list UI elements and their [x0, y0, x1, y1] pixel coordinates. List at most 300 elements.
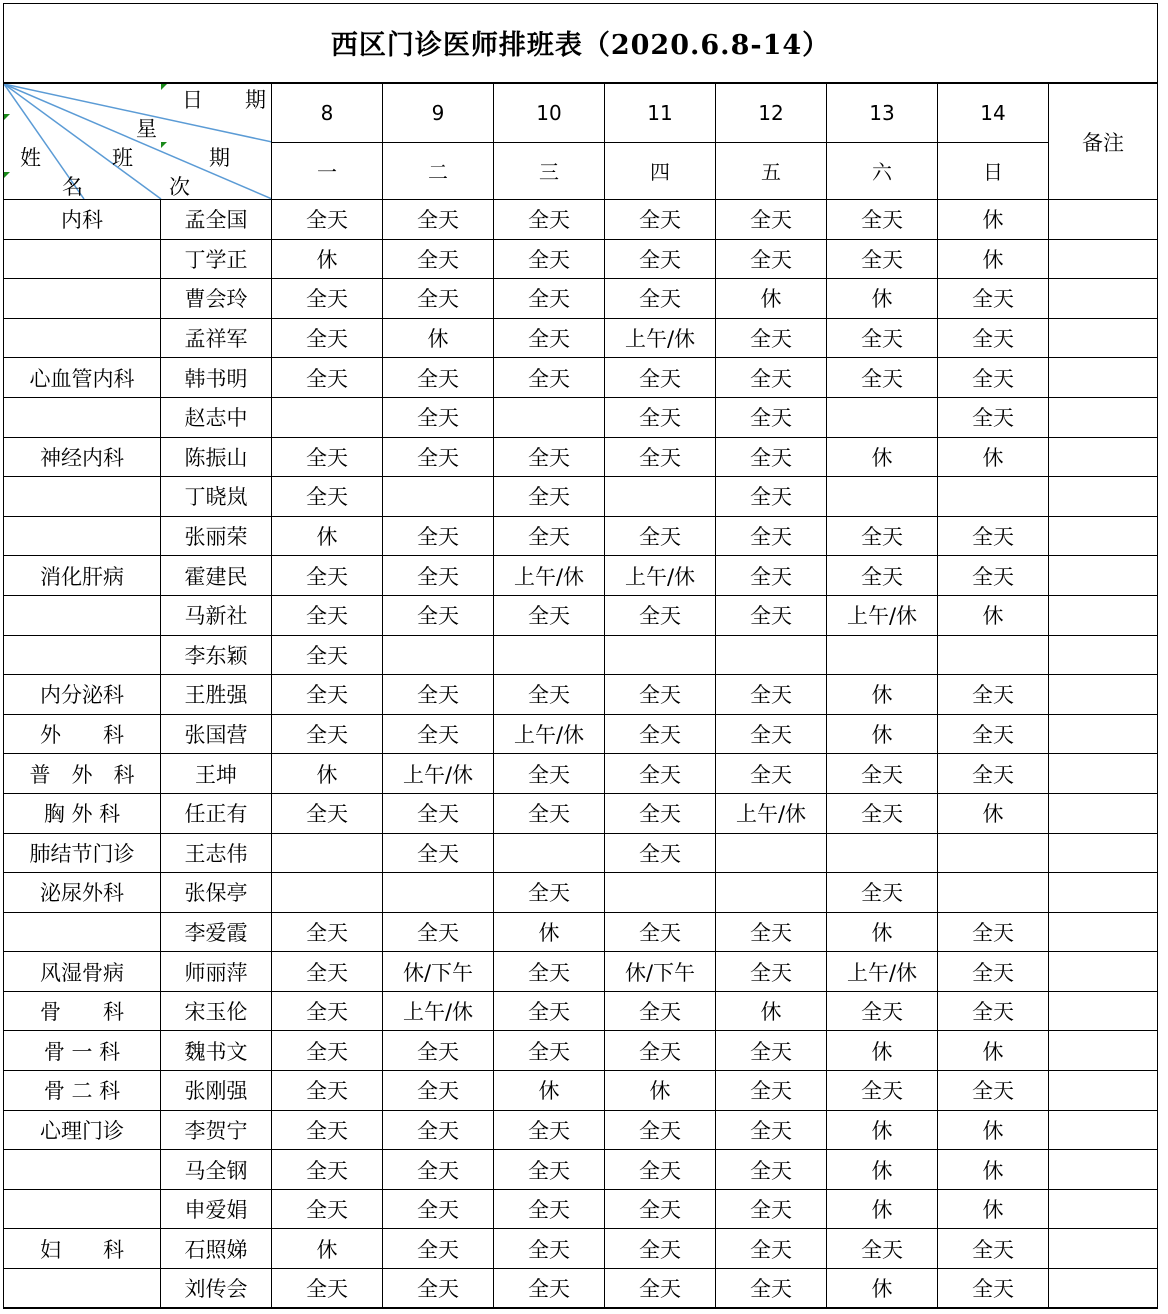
shift-cell: 全天: [383, 595, 494, 635]
department-cell: 风湿骨病: [4, 952, 161, 992]
note-cell: [1049, 1031, 1158, 1071]
cell-marker: [4, 172, 10, 178]
shift-cell: 全天: [272, 1269, 383, 1309]
shift-cell: 全天: [605, 1229, 716, 1269]
shift-cell: 全天: [938, 1269, 1049, 1309]
table-row: [4, 952, 1158, 992]
shift-cell: 全天: [383, 516, 494, 556]
shift-cell: 全天: [494, 200, 605, 240]
shift-cell: 全天: [938, 1071, 1049, 1111]
shift-cell: 全天: [827, 200, 938, 240]
shift-cell: 全天: [716, 1031, 827, 1071]
shift-cell: 全天: [272, 595, 383, 635]
shift-cell: [827, 397, 938, 437]
table-row: [4, 754, 1158, 794]
table-row: [4, 873, 1158, 913]
shift-cell: 全天: [827, 556, 938, 596]
shift-cell: 全天: [716, 437, 827, 477]
shift-cell: [494, 397, 605, 437]
shift-cell: [938, 833, 1049, 873]
shift-cell: 全天: [383, 437, 494, 477]
shift-cell: 全天: [716, 675, 827, 715]
note-cell: [1049, 358, 1158, 398]
shift-cell: [827, 477, 938, 517]
shift-cell: 全天: [272, 437, 383, 477]
shift-cell: 全天: [383, 279, 494, 319]
corner-label-shift: 班: [112, 146, 133, 170]
note-cell: [1049, 912, 1158, 952]
weekday-header: 四: [605, 142, 716, 200]
shift-cell: 全天: [383, 200, 494, 240]
department-cell: 肺结节门诊: [4, 833, 161, 873]
shift-cell: 全天: [383, 675, 494, 715]
shift-cell: 全天: [272, 952, 383, 992]
shift-cell: [383, 635, 494, 675]
shift-cell: 全天: [605, 1189, 716, 1229]
shift-cell: 上午/休: [827, 952, 938, 992]
department-cell: 心血管内科: [4, 358, 161, 398]
shift-cell: 全天: [605, 912, 716, 952]
date-header: 12: [716, 84, 827, 143]
note-cell: [1049, 873, 1158, 913]
corner-label-week2: 期: [209, 146, 230, 170]
shift-cell: 全天: [272, 556, 383, 596]
shift-cell: 全天: [716, 477, 827, 517]
shift-cell: 全天: [938, 912, 1049, 952]
doctor-name-cell: 王志伟: [161, 833, 272, 873]
corner-header: [4, 84, 272, 200]
department-cell: 外 科: [4, 714, 161, 754]
department-cell: 骨 科: [4, 991, 161, 1031]
note-cell: [1049, 1150, 1158, 1190]
doctor-name-cell: 张国营: [161, 714, 272, 754]
shift-cell: 全天: [272, 635, 383, 675]
shift-cell: 全天: [605, 239, 716, 279]
department-cell: 消化肝病: [4, 556, 161, 596]
shift-cell: 全天: [272, 1110, 383, 1150]
shift-cell: 全天: [605, 516, 716, 556]
shift-cell: 休: [272, 1229, 383, 1269]
shift-cell: [605, 635, 716, 675]
note-cell: [1049, 952, 1158, 992]
table-row: [4, 714, 1158, 754]
shift-cell: 全天: [827, 991, 938, 1031]
shift-cell: 全天: [938, 714, 1049, 754]
table-row: [4, 1229, 1158, 1269]
note-cell: [1049, 754, 1158, 794]
cell-marker: [161, 142, 167, 148]
note-cell: [1049, 675, 1158, 715]
shift-cell: 全天: [605, 991, 716, 1031]
shift-cell: [716, 873, 827, 913]
shift-cell: 休: [938, 1189, 1049, 1229]
shift-cell: 全天: [494, 477, 605, 517]
shift-cell: [938, 635, 1049, 675]
shift-cell: 休: [827, 1031, 938, 1071]
shift-cell: 全天: [716, 1189, 827, 1229]
shift-cell: [605, 477, 716, 517]
shift-cell: 全天: [938, 397, 1049, 437]
shift-cell: 全天: [383, 1150, 494, 1190]
table-row: [4, 318, 1158, 358]
shift-cell: 全天: [272, 714, 383, 754]
shift-cell: 全天: [383, 1110, 494, 1150]
shift-cell: 休: [827, 912, 938, 952]
shift-cell: 休: [938, 595, 1049, 635]
shift-cell: 全天: [827, 358, 938, 398]
shift-cell: 全天: [383, 1269, 494, 1309]
corner-label-week: 星: [136, 117, 157, 141]
department-cell: [4, 595, 161, 635]
shift-cell: 上午/休: [494, 714, 605, 754]
cell-marker: [161, 84, 167, 90]
shift-cell: [938, 477, 1049, 517]
department-cell: [4, 239, 161, 279]
table-row: [4, 516, 1158, 556]
date-header: 10: [494, 84, 605, 143]
note-cell: [1049, 991, 1158, 1031]
shift-cell: 休: [716, 279, 827, 319]
shift-cell: 全天: [494, 1110, 605, 1150]
shift-cell: 全天: [716, 1071, 827, 1111]
note-header: 备注: [1049, 84, 1158, 200]
shift-cell: 全天: [494, 754, 605, 794]
department-cell: 妇 科: [4, 1229, 161, 1269]
shift-cell: [383, 477, 494, 517]
note-cell: [1049, 556, 1158, 596]
shift-cell: 上午/休: [383, 754, 494, 794]
shift-cell: 全天: [494, 358, 605, 398]
shift-cell: 休: [827, 714, 938, 754]
department-cell: 内分泌科: [4, 675, 161, 715]
shift-cell: 休: [383, 318, 494, 358]
shift-cell: 全天: [938, 358, 1049, 398]
shift-cell: 全天: [827, 754, 938, 794]
shift-cell: 全天: [494, 437, 605, 477]
shift-cell: 休: [938, 200, 1049, 240]
shift-cell: 全天: [716, 1150, 827, 1190]
shift-cell: 全天: [494, 873, 605, 913]
note-cell: [1049, 516, 1158, 556]
shift-cell: 全天: [272, 200, 383, 240]
shift-cell: 全天: [938, 279, 1049, 319]
department-cell: [4, 516, 161, 556]
note-cell: [1049, 279, 1158, 319]
corner-label-surname: 姓: [20, 146, 41, 170]
shift-cell: 上午/休: [827, 595, 938, 635]
shift-cell: 休: [938, 239, 1049, 279]
date-header: 13: [827, 84, 938, 143]
doctor-name-cell: 李贺宁: [161, 1110, 272, 1150]
shift-cell: 全天: [716, 358, 827, 398]
corner-label-date: 日 期: [182, 88, 266, 112]
note-cell: [1049, 477, 1158, 517]
shift-cell: 全天: [605, 754, 716, 794]
note-cell: [1049, 793, 1158, 833]
corner-label-order: 次: [169, 175, 190, 199]
shift-cell: 上午/休: [494, 556, 605, 596]
shift-cell: 全天: [272, 675, 383, 715]
table-row: [4, 358, 1158, 398]
shift-cell: 全天: [383, 1229, 494, 1269]
doctor-name-cell: 王胜强: [161, 675, 272, 715]
doctor-name-cell: 孟全国: [161, 200, 272, 240]
shift-cell: [383, 873, 494, 913]
shift-cell: 全天: [383, 1071, 494, 1111]
shift-cell: 休/下午: [605, 952, 716, 992]
shift-cell: 全天: [272, 358, 383, 398]
shift-cell: 休: [272, 516, 383, 556]
shift-cell: 全天: [605, 1269, 716, 1309]
department-cell: 内科: [4, 200, 161, 240]
shift-cell: 全天: [716, 516, 827, 556]
shift-cell: 休: [716, 991, 827, 1031]
department-cell: [4, 397, 161, 437]
shift-cell: 全天: [827, 318, 938, 358]
doctor-name-cell: 申爱娟: [161, 1189, 272, 1229]
shift-cell: [272, 873, 383, 913]
table-row: [4, 1071, 1158, 1111]
shift-cell: 全天: [494, 1031, 605, 1071]
doctor-name-cell: 魏书文: [161, 1031, 272, 1071]
doctor-name-cell: 马新社: [161, 595, 272, 635]
shift-cell: 休: [827, 279, 938, 319]
department-cell: [4, 279, 161, 319]
note-cell: [1049, 1071, 1158, 1111]
doctor-name-cell: 曹会玲: [161, 279, 272, 319]
shift-cell: 全天: [605, 200, 716, 240]
shift-cell: 上午/休: [716, 793, 827, 833]
doctor-name-cell: 刘传会: [161, 1269, 272, 1309]
shift-cell: 休: [827, 675, 938, 715]
shift-cell: 全天: [716, 556, 827, 596]
shift-cell: 休: [938, 437, 1049, 477]
shift-cell: 全天: [383, 556, 494, 596]
note-cell: [1049, 714, 1158, 754]
shift-cell: 休: [494, 1071, 605, 1111]
doctor-name-cell: 张刚强: [161, 1071, 272, 1111]
shift-cell: 全天: [605, 595, 716, 635]
doctor-name-cell: 李爱霞: [161, 912, 272, 952]
shift-cell: 休: [494, 912, 605, 952]
shift-cell: 上午/休: [605, 556, 716, 596]
table-row: [4, 1031, 1158, 1071]
shift-cell: 全天: [938, 991, 1049, 1031]
doctor-name-cell: 丁学正: [161, 239, 272, 279]
shift-cell: [827, 833, 938, 873]
shift-cell: 全天: [716, 1229, 827, 1269]
shift-cell: 全天: [716, 318, 827, 358]
shift-cell: 全天: [716, 200, 827, 240]
shift-cell: 全天: [383, 397, 494, 437]
shift-cell: 全天: [605, 437, 716, 477]
shift-cell: 全天: [605, 793, 716, 833]
shift-cell: 全天: [827, 516, 938, 556]
table-row: [4, 1189, 1158, 1229]
department-cell: [4, 635, 161, 675]
shift-cell: 全天: [605, 1110, 716, 1150]
shift-cell: 全天: [272, 477, 383, 517]
page-title: 西区门诊医师排班表（2020.6.8-14）: [3, 3, 1158, 83]
shift-cell: 全天: [716, 1269, 827, 1309]
shift-cell: 全天: [494, 595, 605, 635]
department-cell: 神经内科: [4, 437, 161, 477]
weekday-header: 日: [938, 142, 1049, 200]
department-cell: [4, 1150, 161, 1190]
table-row: [4, 675, 1158, 715]
shift-cell: 全天: [605, 675, 716, 715]
table-row: [4, 912, 1158, 952]
shift-cell: 全天: [494, 1150, 605, 1190]
shift-cell: 休: [827, 1150, 938, 1190]
shift-cell: 全天: [827, 1229, 938, 1269]
shift-cell: 全天: [383, 1031, 494, 1071]
shift-cell: 全天: [716, 397, 827, 437]
shift-cell: 全天: [272, 793, 383, 833]
shift-cell: 全天: [827, 793, 938, 833]
shift-cell: 全天: [494, 675, 605, 715]
table-row: [4, 397, 1158, 437]
doctor-name-cell: 陈振山: [161, 437, 272, 477]
note-cell: [1049, 318, 1158, 358]
note-cell: [1049, 437, 1158, 477]
shift-cell: [827, 635, 938, 675]
note-cell: [1049, 635, 1158, 675]
shift-cell: 全天: [827, 239, 938, 279]
doctor-name-cell: 师丽萍: [161, 952, 272, 992]
doctor-name-cell: 宋玉伦: [161, 991, 272, 1031]
shift-cell: [272, 833, 383, 873]
shift-cell: 全天: [938, 556, 1049, 596]
weekday-header: 五: [716, 142, 827, 200]
shift-cell: 全天: [272, 1150, 383, 1190]
shift-cell: 全天: [383, 714, 494, 754]
shift-cell: [716, 833, 827, 873]
note-cell: [1049, 200, 1158, 240]
department-cell: 骨 二 科: [4, 1071, 161, 1111]
doctor-name-cell: 张保亭: [161, 873, 272, 913]
department-cell: 胸 外 科: [4, 793, 161, 833]
shift-cell: 休: [827, 1189, 938, 1229]
shift-cell: 全天: [827, 873, 938, 913]
note-cell: [1049, 1269, 1158, 1309]
shift-cell: 全天: [494, 1269, 605, 1309]
shift-cell: 全天: [272, 1071, 383, 1111]
shift-cell: 休: [272, 239, 383, 279]
shift-cell: 全天: [383, 358, 494, 398]
shift-cell: 全天: [383, 1189, 494, 1229]
shift-cell: 全天: [383, 833, 494, 873]
shift-cell: 全天: [272, 279, 383, 319]
shift-cell: 全天: [716, 714, 827, 754]
shift-cell: 全天: [716, 1110, 827, 1150]
doctor-name-cell: 丁晓岚: [161, 477, 272, 517]
shift-cell: 全天: [605, 1150, 716, 1190]
date-header: 9: [383, 84, 494, 143]
shift-cell: 全天: [716, 952, 827, 992]
table-row: [4, 991, 1158, 1031]
shift-cell: 全天: [938, 516, 1049, 556]
shift-cell: 休: [938, 793, 1049, 833]
note-cell: [1049, 397, 1158, 437]
shift-cell: 全天: [938, 754, 1049, 794]
shift-cell: 休: [827, 437, 938, 477]
corner-label-name: 名: [62, 175, 83, 199]
shift-cell: [716, 635, 827, 675]
table-row: [4, 595, 1158, 635]
doctor-name-cell: 赵志中: [161, 397, 272, 437]
shift-cell: 全天: [494, 239, 605, 279]
date-header: 11: [605, 84, 716, 143]
shift-cell: 上午/休: [383, 991, 494, 1031]
shift-cell: 全天: [716, 239, 827, 279]
department-cell: [4, 1269, 161, 1309]
shift-cell: [938, 873, 1049, 913]
date-header: 14: [938, 84, 1049, 143]
shift-cell: 全天: [938, 952, 1049, 992]
shift-cell: 休: [938, 1150, 1049, 1190]
weekday-header: 二: [383, 142, 494, 200]
shift-cell: 全天: [605, 279, 716, 319]
shift-cell: 全天: [272, 1189, 383, 1229]
shift-cell: 全天: [938, 675, 1049, 715]
shift-cell: 全天: [272, 318, 383, 358]
schedule-table: [3, 83, 1158, 1309]
shift-cell: 全天: [272, 912, 383, 952]
weekday-header: 六: [827, 142, 938, 200]
shift-cell: 休: [938, 1031, 1049, 1071]
shift-cell: [605, 873, 716, 913]
department-cell: [4, 318, 161, 358]
shift-cell: 全天: [272, 991, 383, 1031]
table-row: [4, 1150, 1158, 1190]
note-cell: [1049, 1229, 1158, 1269]
shift-cell: 全天: [605, 397, 716, 437]
shift-cell: 休: [605, 1071, 716, 1111]
shift-cell: 全天: [494, 991, 605, 1031]
shift-cell: 休/下午: [383, 952, 494, 992]
note-cell: [1049, 1189, 1158, 1229]
shift-cell: [272, 397, 383, 437]
shift-cell: 全天: [383, 793, 494, 833]
shift-cell: 全天: [494, 516, 605, 556]
note-cell: [1049, 1110, 1158, 1150]
shift-cell: 全天: [938, 1229, 1049, 1269]
table-row: [4, 200, 1158, 240]
shift-cell: 全天: [827, 1071, 938, 1111]
shift-cell: 全天: [716, 754, 827, 794]
shift-cell: 全天: [494, 952, 605, 992]
shift-cell: 全天: [494, 1189, 605, 1229]
table-row: [4, 437, 1158, 477]
table-row: [4, 279, 1158, 319]
shift-cell: [494, 635, 605, 675]
department-cell: [4, 1189, 161, 1229]
table-row: [4, 833, 1158, 873]
date-header: 8: [272, 84, 383, 143]
doctor-name-cell: 李东颖: [161, 635, 272, 675]
shift-cell: 全天: [605, 833, 716, 873]
shift-cell: 全天: [938, 318, 1049, 358]
shift-cell: 全天: [494, 279, 605, 319]
shift-cell: 全天: [716, 595, 827, 635]
table-row: [4, 1269, 1158, 1309]
department-cell: 骨 一 科: [4, 1031, 161, 1071]
department-cell: [4, 912, 161, 952]
doctor-name-cell: 任正有: [161, 793, 272, 833]
doctor-name-cell: 石照娣: [161, 1229, 272, 1269]
note-cell: [1049, 239, 1158, 279]
